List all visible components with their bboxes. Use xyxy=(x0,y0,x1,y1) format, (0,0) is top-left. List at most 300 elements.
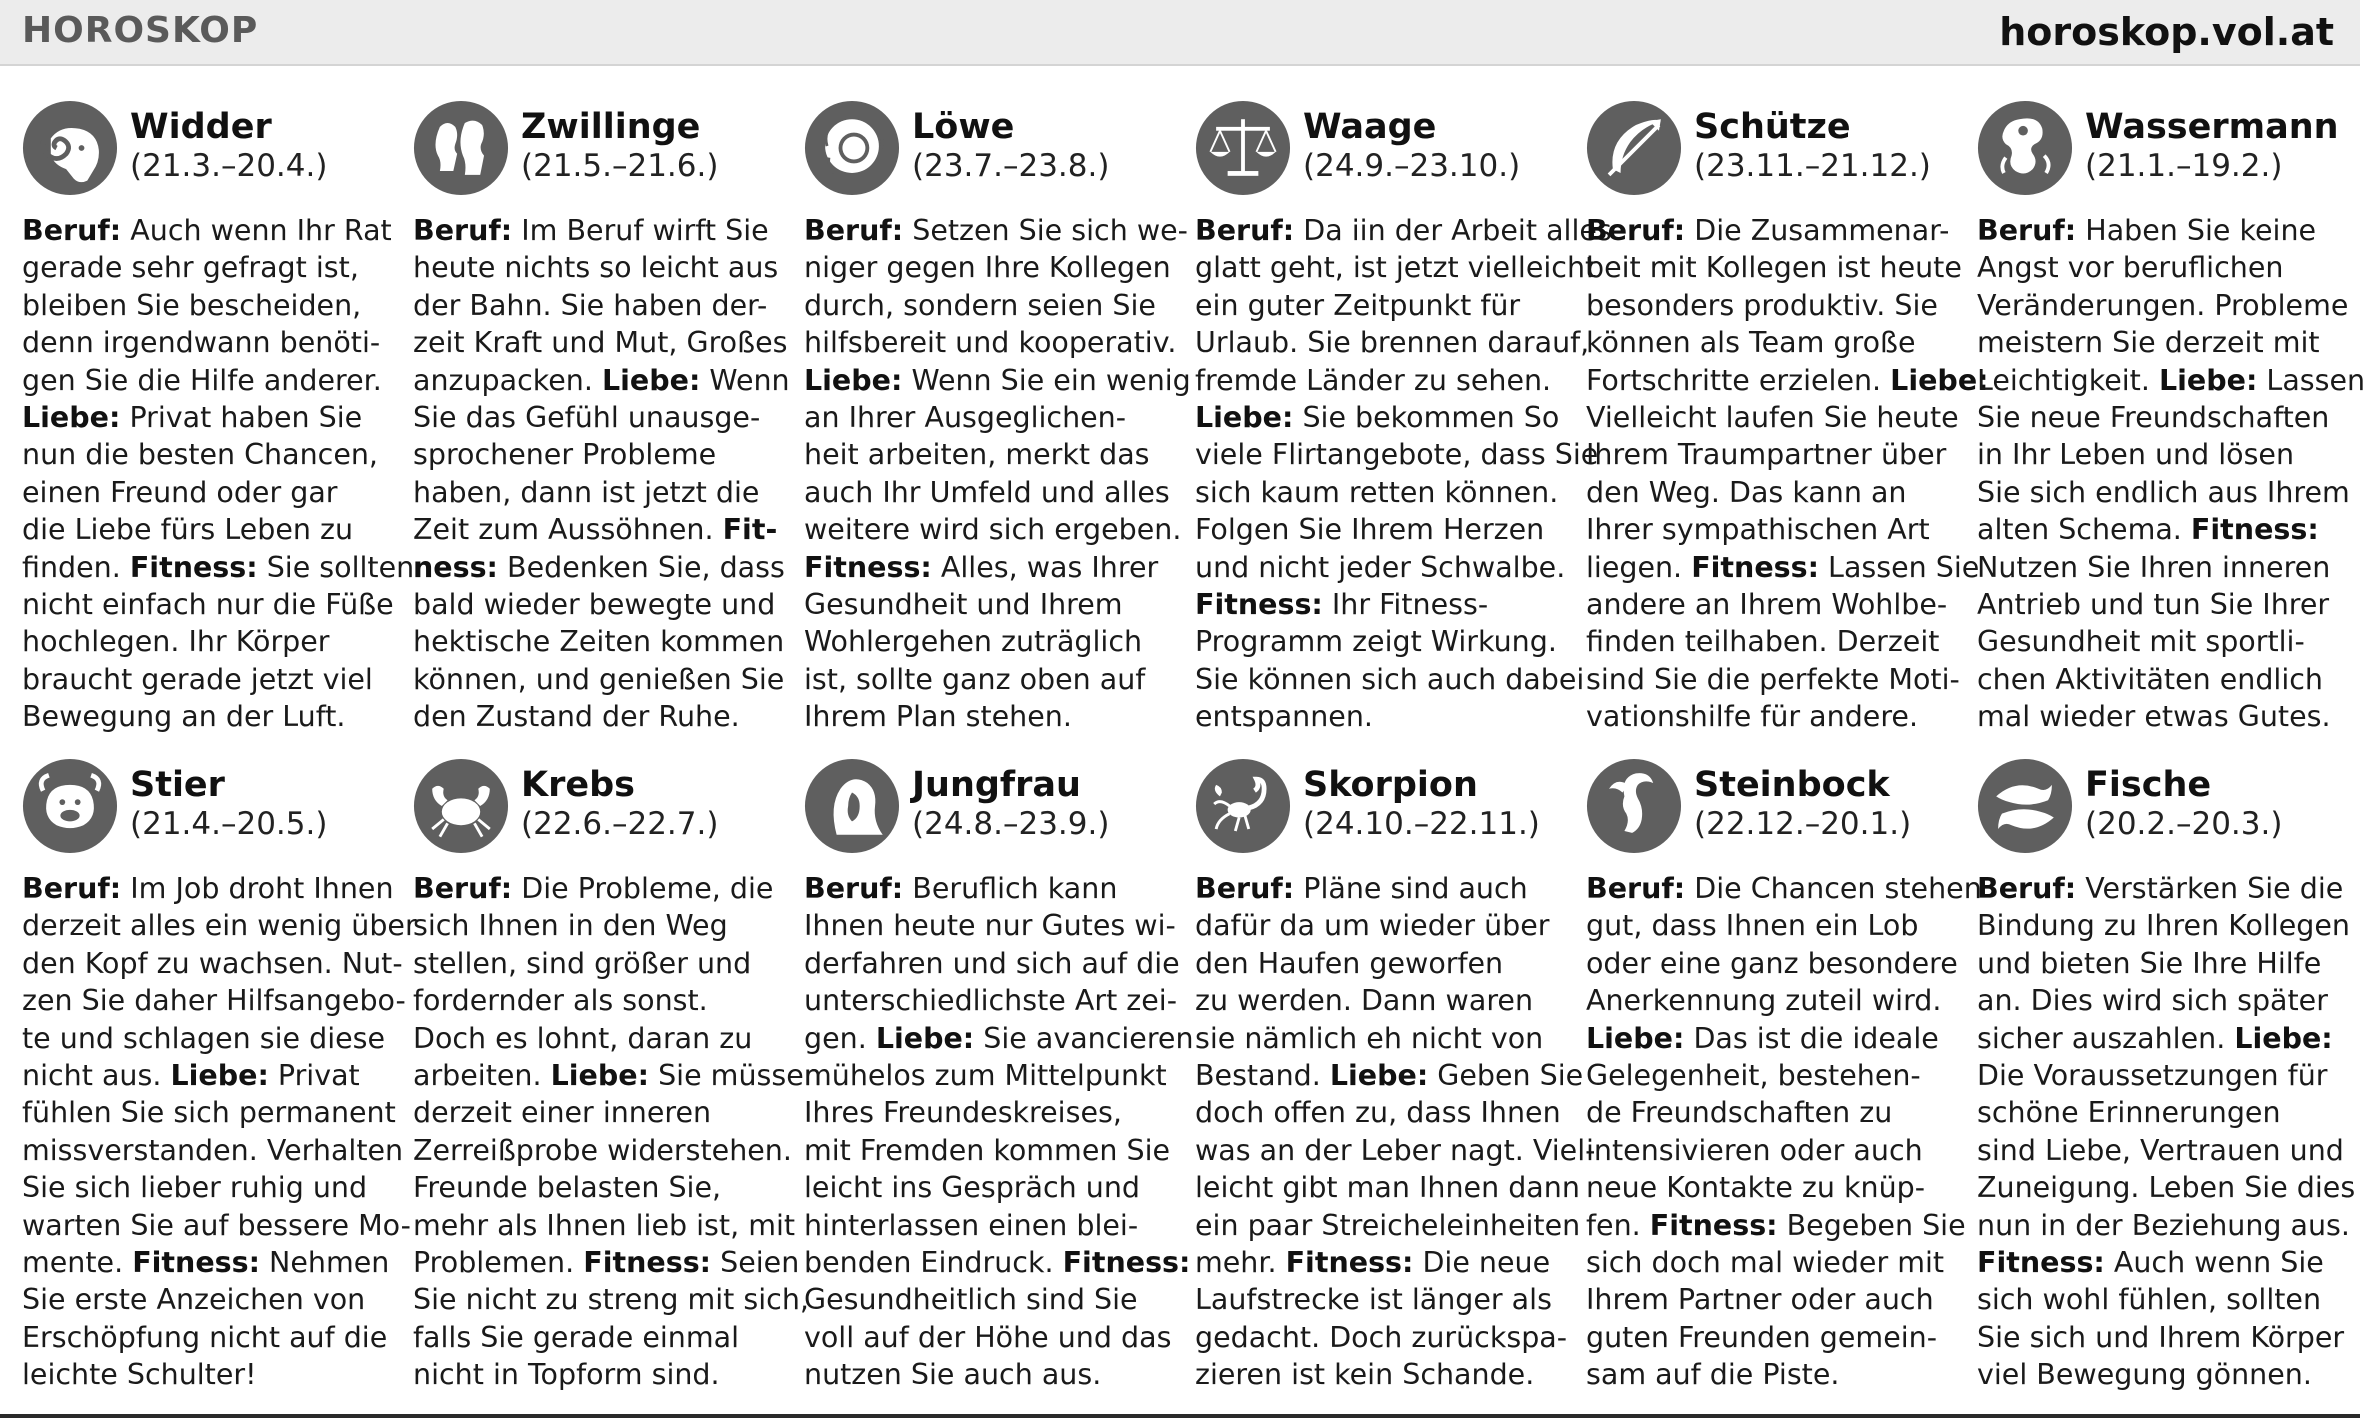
text-segment: Urlaub. Sie brennen darauf, xyxy=(1195,326,1590,360)
text-segment: hilfsbereit und kooperativ. xyxy=(804,326,1177,360)
text-line xyxy=(413,982,787,1019)
text-segment: Anerkennung zuteil wird. xyxy=(1586,984,1942,1018)
sign-dates: (24.10.–22.11.) xyxy=(1303,806,1540,842)
text-line xyxy=(413,698,787,735)
text-line xyxy=(804,1169,1178,1206)
text-segment: Beruflich kann xyxy=(903,872,1118,905)
text-line xyxy=(804,982,1178,1019)
text-line xyxy=(1977,1057,2351,1094)
text-segment: Auch wenn Sie xyxy=(2104,1246,2324,1280)
text-segment: glatt geht, ist jetzt vielleicht xyxy=(1195,251,1597,285)
text-line xyxy=(1977,399,2351,436)
text-segment: Zerreißprobe widerstehen. xyxy=(413,1133,792,1167)
text-line xyxy=(1586,1057,1960,1094)
text-line xyxy=(413,661,787,698)
text-segment: Gesundheitlich sind Sie xyxy=(804,1283,1138,1317)
text-line xyxy=(1195,982,1569,1019)
text-segment: hochlegen. Ihr Körper xyxy=(22,625,330,659)
text-line xyxy=(1195,870,1569,907)
text-segment: Die Zusammenar- xyxy=(1685,214,1950,247)
text-segment: die Liebe fürs Leben zu xyxy=(22,513,354,547)
text-line xyxy=(1977,982,2351,1019)
text-segment: sich wohl fühlen, sollten xyxy=(1977,1283,2322,1317)
text-line xyxy=(1195,249,1597,286)
text-segment: den Haufen geworfen xyxy=(1195,946,1504,980)
text-segment: Sie erste Anzeichen von xyxy=(22,1283,366,1317)
text-line xyxy=(22,907,417,944)
text-segment: leicht ins Gespräch und xyxy=(804,1171,1140,1205)
text-line xyxy=(1586,1169,1960,1206)
sign-card-3 xyxy=(804,100,1191,758)
text-line xyxy=(1195,586,1569,623)
text-segment: der Bahn. Sie haben der- xyxy=(413,288,768,322)
text-segment: viele Flirtangebote, dass Sie xyxy=(1195,438,1599,472)
text-segment: fen. xyxy=(1586,1208,1650,1242)
section-label: Beruf: xyxy=(1195,214,1295,247)
text-segment: sprochener Probleme xyxy=(413,438,717,472)
text-segment: sich doch mal wieder mit xyxy=(1586,1246,1945,1280)
text-segment: besonders produktiv. Sie xyxy=(1586,288,1938,322)
section-label: Fitness: xyxy=(129,550,258,584)
text-segment: gen Sie die Hilfe anderer. xyxy=(22,363,382,397)
text-segment: Leichtigkeit. xyxy=(1977,363,2159,397)
text-line xyxy=(22,698,396,735)
text-segment: mehr als Ihnen lieb ist, mit xyxy=(413,1208,796,1242)
section-label: Fitness: xyxy=(2190,513,2319,547)
text-segment: Wenn Sie ein wenig xyxy=(902,363,1191,397)
text-segment: fremde Länder zu sehen. xyxy=(1195,363,1552,397)
sign-card-6 xyxy=(1977,100,2365,758)
text-segment: Erschöpfung nicht auf die xyxy=(22,1320,388,1354)
text-line xyxy=(1195,549,1569,586)
sign-header xyxy=(1195,758,1569,858)
text-line xyxy=(1195,1020,1569,1057)
text-line xyxy=(1586,474,1960,511)
text-line xyxy=(804,1020,1194,1057)
text-segment: Privat haben Sie xyxy=(120,401,363,435)
text-line xyxy=(413,399,787,436)
text-segment: gerade sehr gefragt ist, xyxy=(22,251,359,285)
text-line xyxy=(804,436,1178,473)
text-segment: Programm zeigt Wirkung. xyxy=(1195,625,1557,659)
text-line xyxy=(1977,549,2351,586)
text-segment: Problemen. xyxy=(413,1246,584,1280)
text-line xyxy=(1195,661,1585,698)
text-line xyxy=(804,287,1178,324)
sign-dates: (24.8.–23.9.) xyxy=(912,806,1110,842)
text-segment: Auch wenn Ihr Rat xyxy=(121,214,392,247)
text-segment: Wenn xyxy=(700,363,790,397)
text-segment: zu werden. Dann waren xyxy=(1195,984,1534,1018)
text-line xyxy=(804,1094,1178,1131)
sign-header xyxy=(804,100,1178,200)
text-segment: gedacht. Doch zurückspa- xyxy=(1195,1320,1568,1354)
text-line xyxy=(1977,623,2351,660)
text-segment: Zuneigung. Leben Sie dies xyxy=(1977,1171,2356,1205)
text-line xyxy=(413,586,787,623)
text-line xyxy=(1195,1207,1581,1244)
virgin-icon xyxy=(804,758,900,854)
text-segment: alten Schema. xyxy=(1977,513,2191,547)
text-segment: können, und genießen Sie xyxy=(413,662,785,696)
sign-dates: (22.12.–20.1.) xyxy=(1694,806,1912,842)
text-line xyxy=(413,1356,787,1393)
text-line xyxy=(804,661,1178,698)
text-segment: Die Probleme, die xyxy=(512,872,774,905)
ibex-icon xyxy=(1586,758,1682,854)
text-segment: hektische Zeiten kommen xyxy=(413,625,785,659)
text-line xyxy=(804,623,1178,660)
section-label: Fitness: xyxy=(804,550,932,584)
text-line xyxy=(804,1319,1178,1356)
text-line xyxy=(1977,907,2351,944)
sign-dates: (20.2.–20.3.) xyxy=(2085,806,2283,842)
sign-text xyxy=(1195,870,1596,1394)
text-line xyxy=(413,1094,787,1131)
text-segment: mit Fremden kommen Sie xyxy=(804,1133,1171,1167)
text-line xyxy=(804,1132,1178,1169)
text-segment: missverstanden. Verhalten xyxy=(22,1133,404,1167)
text-segment: Folgen Sie Ihrem Herzen xyxy=(1195,513,1545,547)
text-segment: sind Sie die perfekte Moti- xyxy=(1586,662,1960,696)
text-segment: finden. xyxy=(22,550,130,584)
text-line xyxy=(1195,1057,1584,1094)
sign-heading xyxy=(1303,100,1520,184)
text-segment: nun in der Beziehung aus. xyxy=(1977,1208,2350,1242)
bottom-rule xyxy=(0,1414,2360,1418)
text-line xyxy=(1195,1169,1580,1206)
text-segment: den Weg. Das kann an xyxy=(1586,475,1907,509)
text-line xyxy=(22,945,403,982)
text-segment: heit arbeiten, merkt das xyxy=(804,438,1150,472)
text-line xyxy=(1195,907,1569,944)
sign-text xyxy=(413,212,790,736)
text-line xyxy=(1586,1281,1960,1318)
section-label: Beruf: xyxy=(1586,872,1686,905)
text-segment: derzeit alles ein wenig über xyxy=(22,909,417,943)
text-line xyxy=(1977,586,2351,623)
sign-heading xyxy=(2085,100,2339,184)
text-line xyxy=(22,1057,396,1094)
section-label: ness: xyxy=(413,550,498,584)
text-segment: ein paar Streicheleinheiten xyxy=(1195,1208,1581,1242)
sign-heading xyxy=(2085,758,2282,842)
text-line xyxy=(1586,1132,1960,1169)
text-segment: mal wieder etwas Gutes. xyxy=(1977,700,2331,734)
text-segment: und bieten Sie Ihre Hilfe xyxy=(1977,946,2322,980)
text-line xyxy=(413,249,787,286)
text-segment: Sie avancieren xyxy=(974,1021,1194,1055)
text-segment: leichte Schulter! xyxy=(22,1358,257,1392)
text-segment: Privat xyxy=(268,1059,360,1093)
text-segment: niger gegen Ihre Kollegen xyxy=(804,251,1171,285)
text-segment: beit mit Kollegen ist heute xyxy=(1586,251,1962,285)
section-label: Liebe: xyxy=(2158,363,2258,397)
ram-icon xyxy=(22,100,118,196)
section-label: Beruf: xyxy=(1586,214,1686,247)
text-line xyxy=(1586,698,1960,735)
text-line xyxy=(413,1132,792,1169)
header-bar xyxy=(0,0,2360,66)
text-segment: Setzen Sie sich we- xyxy=(903,214,1188,247)
text-line xyxy=(1586,1020,1960,1057)
text-line xyxy=(1586,1356,1960,1393)
text-segment: Nutzen Sie Ihren inneren xyxy=(1977,550,2331,584)
text-segment: vationshilfe für andere. xyxy=(1586,700,1919,734)
text-line xyxy=(1977,1244,2351,1281)
text-line xyxy=(22,287,396,324)
text-segment: Angst vor beruflichen xyxy=(1977,251,2284,285)
text-segment: unterschiedlichste Art zei- xyxy=(804,984,1178,1018)
text-segment: ist, sollte ganz oben auf xyxy=(804,662,1146,696)
text-segment: arbeiten. xyxy=(413,1059,551,1093)
sign-name: Widder xyxy=(130,107,272,147)
sign-card-1 xyxy=(22,100,415,758)
sign-heading xyxy=(130,100,327,184)
sign-heading xyxy=(1694,100,1931,184)
text-segment: Nehmen xyxy=(260,1246,390,1280)
text-line xyxy=(1977,1356,2351,1393)
sign-text xyxy=(413,870,822,1394)
lion-icon xyxy=(804,100,900,196)
sign-name: Waage xyxy=(1303,107,1437,147)
text-segment: Verstärken Sie die xyxy=(2076,872,2344,905)
text-line xyxy=(804,1244,1191,1281)
text-line xyxy=(22,1207,411,1244)
text-line xyxy=(1586,399,1960,436)
text-segment: anzupacken. xyxy=(413,363,602,397)
horoscope-grid xyxy=(22,100,2365,1410)
text-line xyxy=(1977,1281,2351,1318)
text-line xyxy=(413,436,787,473)
sign-dates: (21.4.–20.5.) xyxy=(130,806,328,842)
text-segment: Seien xyxy=(711,1246,800,1280)
text-line xyxy=(1586,511,1960,548)
text-line xyxy=(413,1281,809,1318)
text-line xyxy=(1586,907,1960,944)
text-segment: mühelos zum Mittelpunkt xyxy=(804,1059,1167,1093)
text-segment: Sie können sich auch dabei xyxy=(1195,662,1585,696)
text-segment: intensivieren oder auch xyxy=(1586,1133,1923,1167)
text-line xyxy=(1586,1094,1960,1131)
bull-icon xyxy=(22,758,118,854)
text-segment: Bewegung an der Luft. xyxy=(22,700,346,734)
sign-text xyxy=(1586,212,1989,736)
scales-icon xyxy=(1195,100,1291,196)
text-line xyxy=(22,1244,396,1281)
section-label: Fitness: xyxy=(1285,1246,1414,1280)
text-segment: Lassen Sie xyxy=(1819,550,1980,584)
text-segment: sie nämlich eh nicht von xyxy=(1195,1021,1544,1055)
text-line xyxy=(1195,945,1569,982)
text-line xyxy=(22,1356,396,1393)
text-segment: sam auf die Piste. xyxy=(1586,1358,1840,1392)
text-segment: Ihr Fitness- xyxy=(1322,588,1489,622)
section-label: Liebe: xyxy=(1195,401,1294,435)
text-segment: Veränderungen. Probleme xyxy=(1977,288,2349,322)
text-line xyxy=(1195,324,1590,361)
sign-header xyxy=(413,758,787,858)
text-segment: nutzen Sie auch aus. xyxy=(804,1358,1102,1392)
text-line xyxy=(804,249,1178,286)
text-line xyxy=(1977,1169,2356,1206)
section-label: Beruf: xyxy=(804,214,904,247)
text-line xyxy=(22,1020,396,1057)
text-line xyxy=(804,399,1178,436)
text-segment: in Ihr Leben und lösen xyxy=(1977,438,2295,472)
text-segment: den Kopf zu wachsen. Nut- xyxy=(22,946,403,980)
text-line xyxy=(22,436,396,473)
text-segment: was an der Leber nagt. Viel- xyxy=(1195,1133,1596,1167)
text-segment: Bestand. xyxy=(1195,1059,1330,1093)
text-line xyxy=(22,623,396,660)
text-line xyxy=(413,1020,787,1057)
text-line xyxy=(804,907,1178,944)
text-line xyxy=(22,1132,404,1169)
text-segment: te und schlagen sie diese xyxy=(22,1021,386,1055)
text-segment: einen Freund oder gar xyxy=(22,475,338,509)
water-bearer-icon xyxy=(1977,100,2073,196)
text-line xyxy=(1195,1281,1569,1318)
sign-card-12 xyxy=(1977,758,2356,1410)
text-segment: dafür da um wieder über xyxy=(1195,909,1550,943)
text-line xyxy=(804,698,1178,735)
sign-dates: (24.9.–23.10.) xyxy=(1303,148,1521,184)
text-line xyxy=(804,549,1178,586)
text-line xyxy=(22,1319,396,1356)
text-segment: bald wieder bewegte und xyxy=(413,588,776,622)
text-line xyxy=(804,212,1188,249)
section-label: Liebe: xyxy=(1586,1021,1685,1055)
text-segment: Pläne sind auch xyxy=(1294,872,1528,905)
text-line xyxy=(413,1207,796,1244)
text-line xyxy=(413,1244,800,1281)
text-line xyxy=(1977,870,2351,907)
text-line xyxy=(1586,212,1960,249)
text-line xyxy=(804,324,1178,361)
text-segment: Die Chancen stehen xyxy=(1685,872,1982,905)
text-line xyxy=(1977,212,2351,249)
sign-text xyxy=(22,212,415,736)
text-segment: derfahren und sich auf die xyxy=(804,946,1180,980)
text-segment: Im Beruf wirft Sie xyxy=(512,214,769,247)
sign-heading xyxy=(130,758,327,842)
text-segment: den Zustand der Ruhe. xyxy=(413,700,740,734)
text-line xyxy=(1586,870,1982,907)
text-line xyxy=(1586,249,1960,286)
sign-header xyxy=(804,758,1178,858)
text-line xyxy=(804,1356,1178,1393)
text-segment: nicht aus. xyxy=(22,1059,171,1093)
text-segment: zieren ist kein Schande. xyxy=(1195,1358,1535,1392)
text-line xyxy=(1977,436,2351,473)
text-line xyxy=(1977,1319,2351,1356)
text-segment: sich kaum retten können. xyxy=(1195,475,1559,509)
text-segment: sich Ihnen in den Weg xyxy=(413,909,728,943)
text-segment: zeit Kraft und Mut, Großes xyxy=(413,326,788,360)
text-segment: gen. xyxy=(804,1021,876,1055)
text-line xyxy=(1195,474,1569,511)
text-segment: Sie das Gefühl unausge- xyxy=(413,401,761,435)
section-label: Beruf: xyxy=(1977,872,2077,905)
text-line xyxy=(22,1281,396,1318)
text-line xyxy=(22,249,396,286)
text-segment: Laufstrecke ist länger als xyxy=(1195,1283,1552,1317)
text-segment: zen Sie daher Hilfsangebo- xyxy=(22,984,406,1018)
text-line xyxy=(1977,1020,2351,1057)
scorpion-icon xyxy=(1195,758,1291,854)
section-label: Beruf: xyxy=(22,872,122,905)
text-line xyxy=(1195,212,1612,249)
text-segment: Alles, was Ihrer xyxy=(931,550,1159,584)
text-line xyxy=(1977,661,2351,698)
text-segment: mehr. xyxy=(1195,1246,1286,1280)
text-segment: Sie sollten xyxy=(257,550,415,584)
sign-card-10 xyxy=(1195,758,1596,1410)
text-line xyxy=(413,474,787,511)
section-label: Liebe: xyxy=(1329,1059,1429,1093)
text-segment: nun die besten Chancen, xyxy=(22,438,378,472)
text-line xyxy=(1586,623,1960,660)
section-label: Liebe: xyxy=(22,401,121,435)
sign-card-4 xyxy=(1195,100,1612,758)
sign-heading xyxy=(912,758,1109,842)
section-label: Liebe: xyxy=(2234,1021,2333,1055)
text-segment: schöne Erinnerungen xyxy=(1977,1096,2281,1130)
text-line xyxy=(1977,362,2365,399)
text-segment: Zeit zum Aussöhnen. xyxy=(413,513,723,547)
section-label: Fitness: xyxy=(583,1246,712,1280)
text-line xyxy=(1586,1244,1960,1281)
text-segment: Ihrem Traumpartner über xyxy=(1586,438,1947,472)
sign-header xyxy=(22,100,396,200)
sign-card-5 xyxy=(1586,100,1989,758)
text-line xyxy=(804,474,1178,511)
text-segment: Geben Sie xyxy=(1428,1059,1584,1093)
section-label: Fitness: xyxy=(1062,1246,1191,1280)
section-label: Liebe: xyxy=(804,363,903,397)
text-line xyxy=(1977,474,2351,511)
sign-name: Steinbock xyxy=(1694,765,1890,805)
text-line xyxy=(413,511,787,548)
text-line xyxy=(804,870,1178,907)
text-line xyxy=(22,511,396,548)
sign-header xyxy=(1977,758,2351,858)
sign-heading xyxy=(521,100,718,184)
text-line xyxy=(22,586,396,623)
text-segment: derzeit einer inneren xyxy=(413,1096,712,1130)
section-label: Fitness: xyxy=(1691,550,1819,584)
text-segment: Im Job droht Ihnen xyxy=(121,872,394,905)
text-line xyxy=(413,324,787,361)
text-line xyxy=(1586,549,1980,586)
text-line xyxy=(22,399,396,436)
text-line xyxy=(1586,287,1960,324)
text-segment: Das ist die ideale xyxy=(1684,1021,1939,1055)
text-line xyxy=(1195,1356,1569,1393)
text-line xyxy=(1977,945,2351,982)
text-segment: Wohlergehen zuträglich xyxy=(804,625,1143,659)
sign-header xyxy=(1977,100,2351,200)
text-line xyxy=(1977,249,2351,286)
sign-heading xyxy=(1694,758,1911,842)
sign-text xyxy=(804,212,1191,736)
sign-name: Löwe xyxy=(912,107,1015,147)
text-segment: Begeben Sie xyxy=(1777,1208,1966,1242)
text-line xyxy=(413,1319,787,1356)
sign-dates: (22.6.–22.7.) xyxy=(521,806,719,842)
text-segment: Die neue xyxy=(1413,1246,1551,1280)
